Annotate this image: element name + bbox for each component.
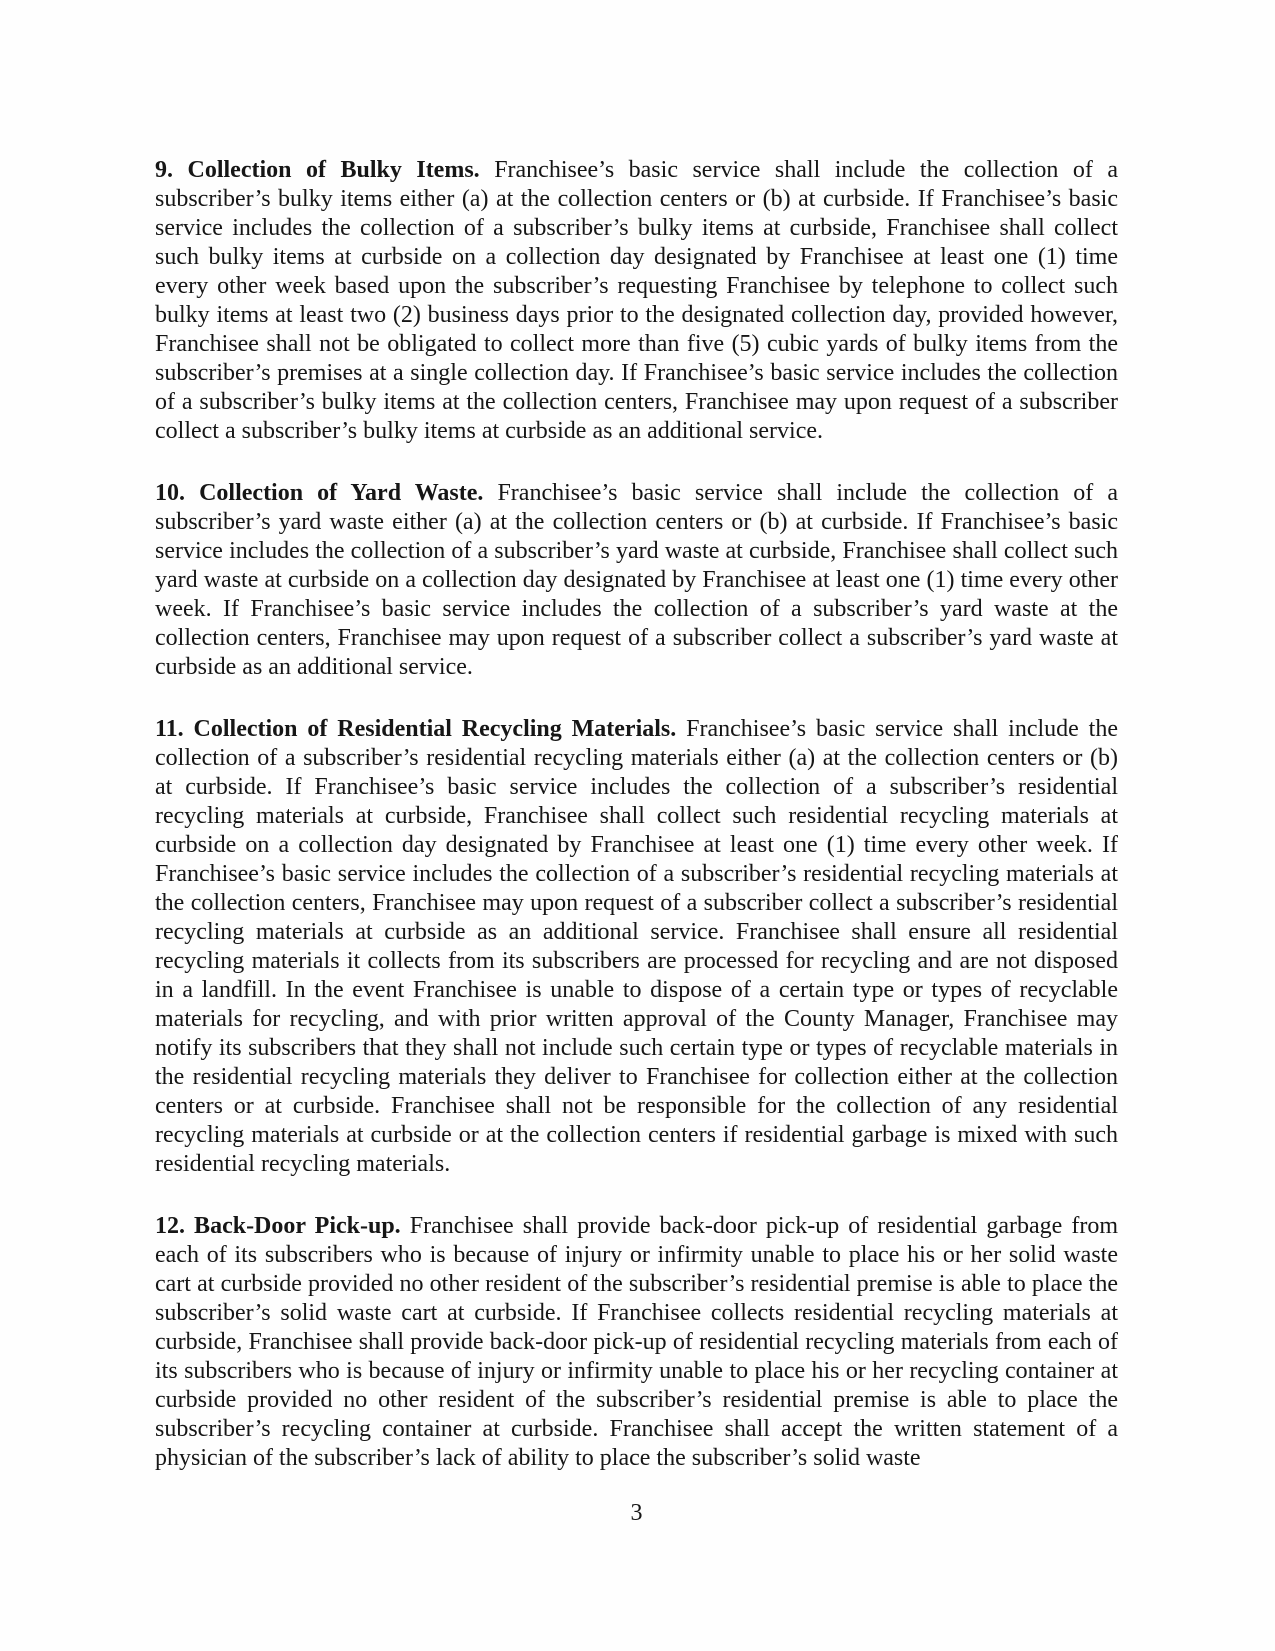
- paragraph-section-11: [155, 715, 1118, 1179]
- section-heading-12: 12. Back-Door Pick-up.: [155, 1213, 401, 1239]
- section-heading-10: 10. Collection of Yard Waste.: [155, 480, 484, 506]
- section-body-12: Franchisee shall provide back-door pick-up of residential garbage from each of its subscribers who is because of injury or infirmity unable to place his or her solid waste cart at curbside provided no other resident of the subscriber’s residential premise is able to place the subscriber’s solid waste cart at curbside. If Franchisee collects residential recycling materials at curbside, Franchisee shall provide back-door pick-up of residential recycling materials from each of its subscribers who is because of injury or infirmity unable to place his or her recycling container at curbside provided no other resident of the subscriber’s residential premise is able to place the subscriber’s recycling container at curbside. Franchisee shall accept the written statement of a physician of the subscriber’s lack of ability to place the subscriber’s solid waste: [155, 1213, 1118, 1471]
- section-body-9: Franchisee’s basic service shall include the collection of a subscriber’s bulky items either (a) at the collection centers or (b) at curbside. If Franchisee’s basic service includes the collection of a subscriber’s bulky items at curbside, Franchisee shall collect such bulky items at curbside on a collection day designated by Franchisee at least one (1) time every other week based upon the subscriber’s requesting Franchisee by telephone to collect such bulky items at least two (2) business days prior to the designated collection day, provided however, Franchisee shall not be obligated to collect more than five (5) cubic yards of bulky items from the subscriber’s premises at a single collection day. If Franchisee’s basic service includes the collection of a subscriber’s bulky items at the collection centers, Franchisee may upon request of a subscriber collect a subscriber’s bulky items at curbside as an additional service.: [155, 157, 1119, 444]
- section-heading-9: 9. Collection of Bulky Items.: [155, 157, 480, 183]
- page-number: 3: [630, 1500, 643, 1526]
- section-body-11: Franchisee’s basic service shall include the collection of a subscriber’s residential recycling materials either (a) at the collection centers or (b) at curbside. If Franchisee’s basic service includes the collection of a subscriber’s residential recycling materials at curbside, Franchisee shall collect such residential recycling materials at curbside on a collection day designated by Franchisee at least one (1) time every other week. If Franchisee’s basic service includes the collection of a subscriber’s residential recycling materials at the collection centers, Franchisee may upon request of a subscriber collect a subscriber’s residential recycling materials at curbside as an additional service. Franchisee shall ensure all residential recycling materials it collects from its subscribers are processed for recycling and are not disposed in a landfill. In the event Franchisee is unable to dispose of a certain type or types of recyclable materials for recycling, and with prior written approval of the County Manager, Franchisee may notify its subscribers that they shall not include such certain type or types of recyclable materials in the residential recycling materials they deliver to Franchisee for collection either at the collection centers or at curbside. Franchisee shall not be responsible for the collection of any residential recycling materials at curbside or at the collection centers if residential garbage is mixed with such residential recycling materials.: [155, 716, 1119, 1177]
- paragraph-section-9: [155, 156, 1118, 446]
- section-body-10: Franchisee’s basic service shall include the collection of a subscriber’s yard waste either (a) at the collection centers or (b) at curbside. If Franchisee’s basic service includes the collection of a subscriber’s yard waste at curbside, Franchisee shall collect such yard waste at curbside on a collection day designated by Franchisee at least one (1) time every other week. If Franchisee’s basic service includes the collection of a subscriber’s yard waste at the collection centers, Franchisee may upon request of a subscriber collect a subscriber’s yard waste at curbside as an additional service.: [155, 480, 1118, 680]
- paragraph-section-12: [155, 1212, 1118, 1473]
- paragraph-section-10: [155, 479, 1118, 682]
- section-heading-11: 11. Collection of Residential Recycling Materials.: [155, 716, 677, 742]
- document-body: [155, 156, 1118, 1473]
